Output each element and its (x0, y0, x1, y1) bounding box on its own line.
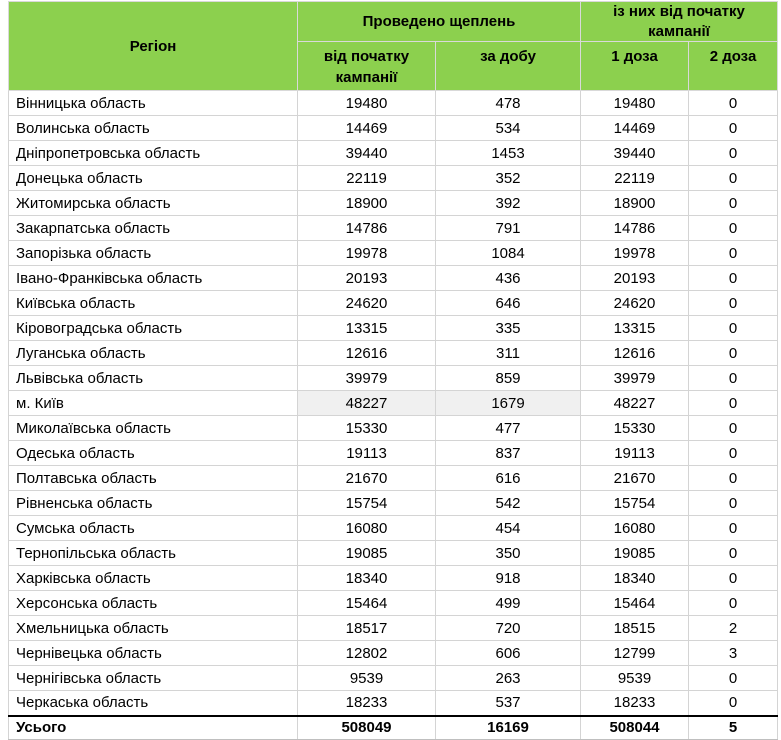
value-cell: 39440 (581, 141, 689, 166)
value-cell: 352 (436, 166, 581, 191)
region-cell: Сумська область (9, 516, 298, 541)
value-cell: 0 (689, 116, 778, 141)
value-cell: 18340 (298, 566, 436, 591)
total-label: Усього (9, 716, 298, 740)
value-cell: 0 (689, 466, 778, 491)
value-cell: 646 (436, 291, 581, 316)
table-row (9, 441, 778, 466)
value-cell: 0 (689, 166, 778, 191)
value-cell: 499 (436, 591, 581, 616)
value-cell: 15464 (298, 591, 436, 616)
value-cell: 22119 (298, 166, 436, 191)
value-cell: 16080 (298, 516, 436, 541)
table-row (9, 116, 778, 141)
value-cell: 18517 (298, 616, 436, 641)
table-row (9, 91, 778, 116)
value-cell: 48227 (298, 391, 436, 416)
value-cell: 20193 (581, 266, 689, 291)
value-cell: 15330 (581, 416, 689, 441)
value-cell: 477 (436, 416, 581, 441)
value-cell: 0 (689, 316, 778, 341)
table-row (9, 416, 778, 441)
value-cell: 0 (689, 341, 778, 366)
value-cell: 0 (689, 266, 778, 291)
value-cell: 19978 (298, 241, 436, 266)
table-row (9, 291, 778, 316)
table-row (9, 666, 778, 691)
total-per-day-value: 16169 (436, 716, 581, 740)
table-row (9, 391, 778, 416)
region-cell: Київська область (9, 291, 298, 316)
table-row (9, 141, 778, 166)
region-cell: Черкаська область (9, 691, 298, 716)
value-cell: 18340 (581, 566, 689, 591)
table-row (9, 191, 778, 216)
value-cell: 0 (689, 491, 778, 516)
value-cell: 9539 (298, 666, 436, 691)
region-cell: Закарпатська область (9, 216, 298, 241)
column-group-since-campaign-start: із них від початку кампанії (581, 2, 778, 42)
value-cell: 15464 (581, 591, 689, 616)
value-cell: 311 (436, 341, 581, 366)
value-cell: 18233 (581, 691, 689, 716)
column-group-vaccinations-done: Проведено щеплень (298, 2, 581, 42)
value-cell: 606 (436, 641, 581, 666)
value-cell: 837 (436, 441, 581, 466)
value-cell: 48227 (581, 391, 689, 416)
table-row (9, 316, 778, 341)
region-cell: м. Київ (9, 391, 298, 416)
value-cell: 436 (436, 266, 581, 291)
value-cell: 21670 (298, 466, 436, 491)
value-cell: 21670 (581, 466, 689, 491)
table-row (9, 241, 778, 266)
total-row (9, 716, 778, 740)
value-cell: 12802 (298, 641, 436, 666)
region-cell: Одеська область (9, 441, 298, 466)
value-cell: 0 (689, 691, 778, 716)
value-cell: 15754 (298, 491, 436, 516)
value-cell: 14786 (581, 216, 689, 241)
table-footer (9, 716, 778, 740)
value-cell: 0 (689, 516, 778, 541)
region-cell: Дніпропетровська область (9, 141, 298, 166)
value-cell: 720 (436, 616, 581, 641)
table-row (9, 491, 778, 516)
value-cell: 15330 (298, 416, 436, 441)
column-header-since-campaign-start: від початку кампанії (298, 42, 436, 91)
value-cell: 0 (689, 666, 778, 691)
value-cell: 16080 (581, 516, 689, 541)
value-cell: 534 (436, 116, 581, 141)
value-cell: 18515 (581, 616, 689, 641)
region-cell: Івано-Франківська область (9, 266, 298, 291)
table-row (9, 591, 778, 616)
value-cell: 392 (436, 191, 581, 216)
value-cell: 478 (436, 91, 581, 116)
table-row (9, 616, 778, 641)
table-row (9, 216, 778, 241)
value-cell: 0 (689, 591, 778, 616)
value-cell: 9539 (581, 666, 689, 691)
value-cell: 454 (436, 516, 581, 541)
table-row (9, 641, 778, 666)
value-cell: 12616 (298, 341, 436, 366)
vaccination-table (8, 1, 778, 740)
region-cell: Запорізька область (9, 241, 298, 266)
table-row (9, 366, 778, 391)
table-header (9, 2, 778, 91)
value-cell: 1453 (436, 141, 581, 166)
value-cell: 0 (689, 416, 778, 441)
region-cell: Чернігівська область (9, 666, 298, 691)
value-cell: 0 (689, 91, 778, 116)
value-cell: 18233 (298, 691, 436, 716)
value-cell: 918 (436, 566, 581, 591)
value-cell: 14469 (581, 116, 689, 141)
table-body (9, 91, 778, 716)
region-cell: Житомирська область (9, 191, 298, 216)
value-cell: 12799 (581, 641, 689, 666)
region-cell: Харківська область (9, 566, 298, 591)
value-cell: 263 (436, 666, 581, 691)
column-header-region: Регіон (9, 2, 298, 91)
value-cell: 13315 (581, 316, 689, 341)
value-cell: 859 (436, 366, 581, 391)
table-row (9, 516, 778, 541)
value-cell: 0 (689, 541, 778, 566)
value-cell: 19480 (298, 91, 436, 116)
value-cell: 18900 (581, 191, 689, 216)
value-cell: 24620 (581, 291, 689, 316)
region-cell: Волинська область (9, 116, 298, 141)
region-cell: Миколаївська область (9, 416, 298, 441)
table-row (9, 166, 778, 191)
table-row (9, 691, 778, 716)
value-cell: 3 (689, 641, 778, 666)
value-cell: 0 (689, 141, 778, 166)
column-header-per-day: за добу (436, 42, 581, 91)
value-cell: 0 (689, 566, 778, 591)
value-cell: 2 (689, 616, 778, 641)
value-cell: 537 (436, 691, 581, 716)
region-cell: Херсонська область (9, 591, 298, 616)
value-cell: 18900 (298, 191, 436, 216)
value-cell: 0 (689, 366, 778, 391)
region-cell: Вінницька область (9, 91, 298, 116)
value-cell: 1679 (436, 391, 581, 416)
region-cell: Полтавська область (9, 466, 298, 491)
value-cell: 19085 (581, 541, 689, 566)
region-cell: Хмельницька область (9, 616, 298, 641)
value-cell: 14469 (298, 116, 436, 141)
value-cell: 22119 (581, 166, 689, 191)
column-header-dose-1: 1 доза (581, 42, 689, 91)
value-cell: 0 (689, 391, 778, 416)
table-row (9, 566, 778, 591)
value-cell: 0 (689, 216, 778, 241)
value-cell: 19480 (581, 91, 689, 116)
value-cell: 24620 (298, 291, 436, 316)
value-cell: 39440 (298, 141, 436, 166)
region-cell: Луганська область (9, 341, 298, 366)
value-cell: 616 (436, 466, 581, 491)
value-cell: 1084 (436, 241, 581, 266)
table-row (9, 466, 778, 491)
value-cell: 335 (436, 316, 581, 341)
value-cell: 15754 (581, 491, 689, 516)
value-cell: 19978 (581, 241, 689, 266)
value-cell: 19113 (581, 441, 689, 466)
table-row (9, 341, 778, 366)
region-cell: Чернівецька область (9, 641, 298, 666)
table-row (9, 266, 778, 291)
total-dose-1-value: 508044 (581, 716, 689, 740)
value-cell: 0 (689, 241, 778, 266)
total-dose-2-value: 5 (689, 716, 778, 740)
region-cell: Кіровоградська область (9, 316, 298, 341)
value-cell: 12616 (581, 341, 689, 366)
value-cell: 0 (689, 191, 778, 216)
region-cell: Рівненська область (9, 491, 298, 516)
table-row (9, 541, 778, 566)
value-cell: 542 (436, 491, 581, 516)
value-cell: 0 (689, 291, 778, 316)
value-cell: 14786 (298, 216, 436, 241)
value-cell: 791 (436, 216, 581, 241)
value-cell: 0 (689, 441, 778, 466)
value-cell: 39979 (581, 366, 689, 391)
region-cell: Донецька область (9, 166, 298, 191)
value-cell: 19113 (298, 441, 436, 466)
value-cell: 20193 (298, 266, 436, 291)
column-header-dose-2: 2 доза (689, 42, 778, 91)
total-since-start-value: 508049 (298, 716, 436, 740)
value-cell: 19085 (298, 541, 436, 566)
value-cell: 350 (436, 541, 581, 566)
value-cell: 13315 (298, 316, 436, 341)
value-cell: 39979 (298, 366, 436, 391)
region-cell: Львівська область (9, 366, 298, 391)
region-cell: Тернопільська область (9, 541, 298, 566)
